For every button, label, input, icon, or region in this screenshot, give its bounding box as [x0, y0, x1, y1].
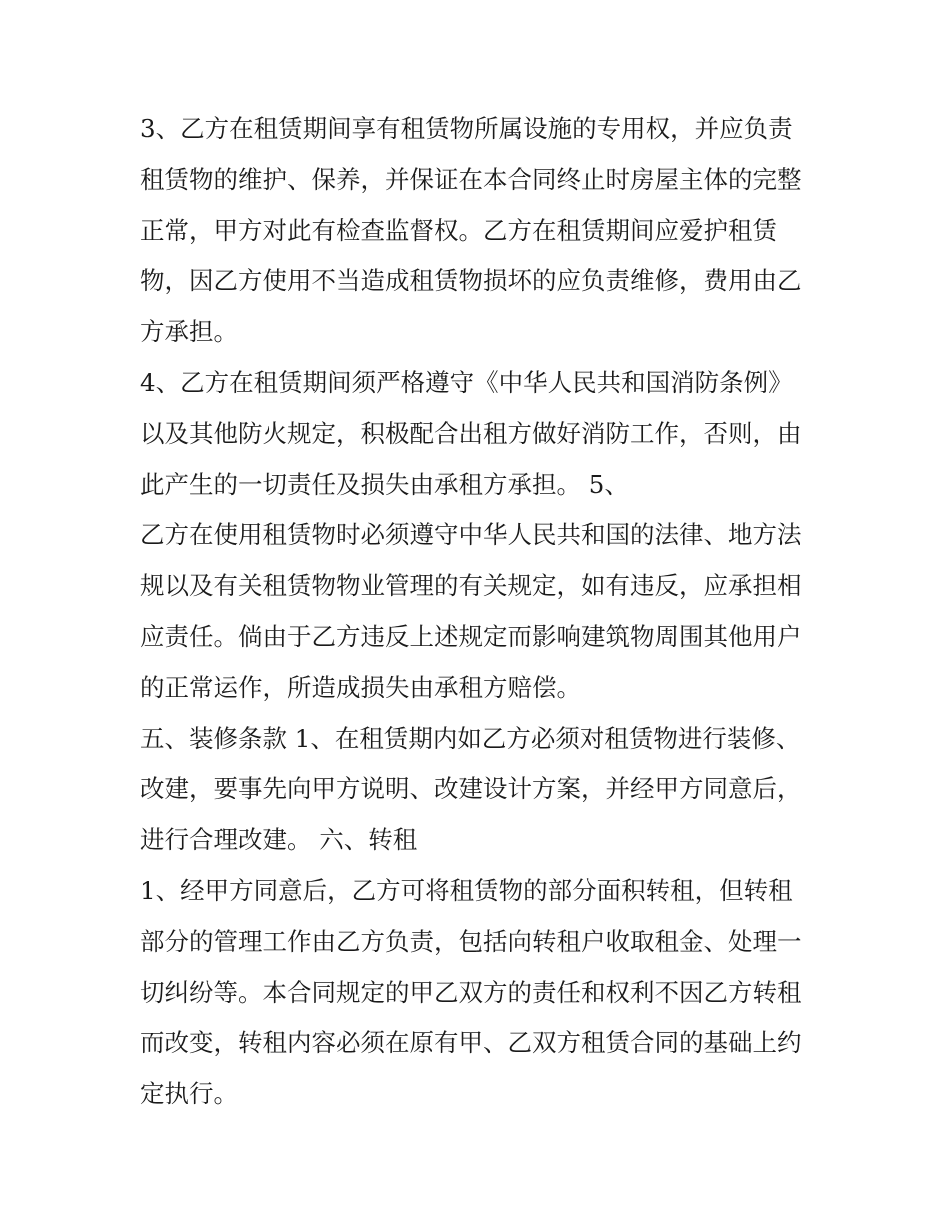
- text-line: 规以及有关租赁物物业管理的有关规定，如有违反，应承担相: [140, 571, 802, 601]
- text-line: 切纠纷等。本合同规定的甲乙双方的责任和权利不因乙方转租: [140, 977, 802, 1007]
- text-line: 进行合理改建。 六、转租: [140, 825, 418, 855]
- text-line: 3、乙方在租赁期间享有租赁物所属设施的专用权，并应负责: [140, 114, 793, 143]
- text-line: 五、装修条款 1、在租赁期内如乙方必须对租赁物进行装修、: [140, 723, 801, 753]
- text-line: 物，因乙方使用不当造成租赁物损坏的应负责维修，费用由乙: [140, 266, 802, 296]
- text-line: 定执行。: [140, 1079, 238, 1109]
- text-line: 方承担。: [140, 317, 238, 347]
- text-line: 乙方在使用租赁物时必须遵守中华人民共和国的法律、地方法: [140, 520, 802, 550]
- text-line: 应责任。倘由于乙方违反上述规定而影响建筑物周围其他用户: [140, 621, 802, 651]
- text-line: 4、乙方在租赁期间须严格遵守《中华人民共和国消防条例》: [140, 367, 793, 397]
- text-line: 正常，甲方对此有检查监督权。乙方在租赁期间应爱护租赁: [140, 215, 777, 245]
- text-line: 而改变，转租内容必须在原有甲、乙双方租赁合同的基础上约: [140, 1028, 802, 1058]
- text-line: 1、经甲方同意后，乙方可将租赁物的部分面积转租，但转租: [140, 875, 793, 905]
- text-line: 租赁物的维护、保养，并保证在本合同终止时房屋主体的完整: [140, 164, 802, 194]
- text-line: 改建，要事先向甲方说明、改建设计方案，并经甲方同意后，: [140, 774, 802, 804]
- text-line: 部分的管理工作由乙方负责，包括向转租户收取租金、处理一: [140, 926, 802, 956]
- document-body: [140, 104, 830, 1120]
- text-line: 的正常运作，所造成损失由承租方赔偿。: [140, 672, 581, 702]
- text-line: 以及其他防火规定，积极配合出租方做好消防工作，否则，由: [140, 418, 802, 448]
- text-line: 此产生的一切责任及损失由承租方承担。 5、: [140, 469, 629, 499]
